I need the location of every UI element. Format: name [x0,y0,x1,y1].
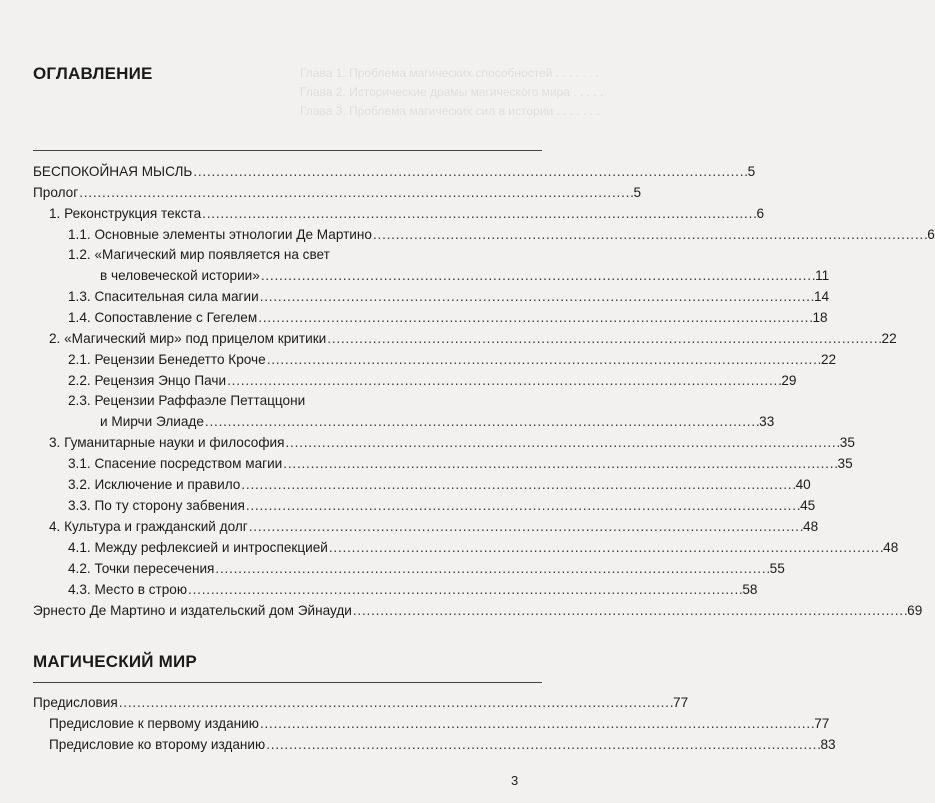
dot-leader [205,413,758,430]
toc-entry [100,413,775,430]
toc-entry-page: 35 [839,435,855,450]
toc-entry-title: 1.4. Сопоставление с Гегелем [68,310,258,325]
dot-leader [260,288,813,305]
toc-entry-page: 69 [907,603,923,618]
dot-leader [286,434,839,451]
dot-leader [119,694,672,711]
toc-entry-title: 2.1. Рецензии Бенедетто Кроче [68,352,266,367]
section-divider [33,682,542,683]
bleed-through-text: Глава 3. Проблема магических сил в истории . . . . . . . [300,104,600,118]
toc-entry-title: 3.3. По ту сторону забвения [68,498,245,513]
dot-leader [188,581,741,598]
toc-entry-page: 11 [815,268,830,283]
toc-entry [49,434,855,451]
dot-leader [266,736,819,753]
page-number: 3 [511,773,519,788]
toc-entry-title: Пролог [33,185,79,200]
dot-leader [241,476,794,493]
toc-entry [68,581,758,598]
toc-entry-title: БЕСПОКОЙНАЯ МЫСЛЬ [33,164,193,179]
toc-entry [68,539,899,556]
toc-entry [68,226,935,243]
toc-entry-title: 1.1. Основные элементы этнологии Де Мартино [68,227,372,242]
toc-entry-page: 22 [820,352,837,367]
toc-entry-title: 1. Реконструкция текста [49,206,202,221]
toc-entry-title: 4.1. Между рефлексией и интроспекцией [68,540,328,555]
dot-leader [258,309,811,326]
dot-leader [261,267,814,284]
toc-entry-title: Эрнесто Де Мартино и издательский дом Эйнауди [33,603,352,618]
toc-entry-title-line1: 1.2. «Магический мир появляется на свет [68,247,330,262]
toc-entry [68,455,853,472]
toc-entry [68,476,811,493]
toc-entry [49,736,836,753]
toc-entry [33,163,756,180]
toc-entry-page: 22 [881,331,897,346]
toc-entry-title: 2. «Магический мир» под прицелом критики [49,331,327,346]
dot-leader [215,560,768,577]
dot-leader [327,330,880,347]
toc-entry-title: 3.2. Исключение и правило [68,477,241,492]
toc-entry [68,372,797,389]
toc-entry-page: 77 [673,695,689,710]
toc-entry [33,694,689,711]
toc-entry-title: Предисловия [33,695,118,710]
dot-leader [353,602,906,619]
toc-entry-page: 83 [820,737,836,752]
dot-leader [267,351,820,368]
dot-leader [193,163,746,180]
toc-entry-page: 29 [781,373,797,388]
toc-entry-page: 48 [803,519,819,534]
toc-entry-title: 4.2. Точки пересечения [68,561,215,576]
toc-entry-page: 14 [813,289,830,304]
toc-entry-page: 33 [759,414,775,429]
dot-leader [329,539,882,556]
toc-entry-title: 4.3. Место в строю [68,582,188,597]
toc-entry-title: 3. Гуманитарные науки и философия [49,435,285,450]
toc-entry [49,715,830,732]
dot-leader [227,372,780,389]
toc-entry-page: 45 [800,498,816,513]
toc-entry-page: 40 [795,477,811,492]
section-heading-magic-world: МАГИЧЕСКИЙ МИР [33,652,197,671]
toc-entry-title: Предисловие к первому изданию [49,716,259,731]
dot-leader [373,226,926,243]
toc-entry-title: 3.1. Спасение посредством магии [68,456,283,471]
toc-entry-page: 48 [883,540,899,555]
toc-entry [68,288,830,305]
toc-entry-title: 2.2. Рецензия Энцо Пачи [68,373,227,388]
toc-entry [68,497,816,514]
toc-entry [68,560,785,577]
toc-entry-page: 58 [742,582,758,597]
toc-entry-page: 77 [814,716,830,731]
toc-entry-page: 55 [769,561,785,576]
bleed-through-text: Глава 2. Исторические драмы магического мира . . . . . [300,85,604,99]
dot-leader [260,715,813,732]
toc-entry-page: 5 [747,164,756,179]
toc-entry-page: 35 [837,456,853,471]
dot-leader [249,518,802,535]
dot-leader [246,497,799,514]
toc-entry-page: 5 [633,185,642,200]
dot-leader [283,455,836,472]
toc-entry-page: 18 [812,310,828,325]
toc-entry [68,351,837,368]
bleed-through-text: Глава 1. Проблема магических способностей . . . . . . . [300,66,600,80]
toc-entry-title: 4. Культура и гражданский долг [49,519,248,534]
toc-entry [33,602,923,619]
dot-leader [202,205,755,222]
section-heading-contents: ОГЛАВЛЕНИЕ [33,64,153,83]
toc-entry [68,309,828,326]
toc-entry-title-line1: 2.3. Рецензии Раффаэле Петтаццони [68,393,306,408]
toc-entry [33,184,642,201]
dot-leader [79,184,632,201]
toc-entry-title: Предисловие ко второму изданию [49,737,266,752]
toc-entry-title: и Мирчи Элиаде [100,414,204,429]
toc-entry-title: в человеческой истории» [100,268,260,283]
toc-entry [49,330,897,347]
toc-entry [49,518,819,535]
toc-entry-page: 6 [756,206,764,221]
toc-entry [49,205,764,222]
toc-entry-title: 1.3. Спасительная сила магии [68,289,259,304]
toc-entry-page: 6 [927,227,935,242]
toc-entry [100,267,830,284]
section-divider [33,150,542,151]
